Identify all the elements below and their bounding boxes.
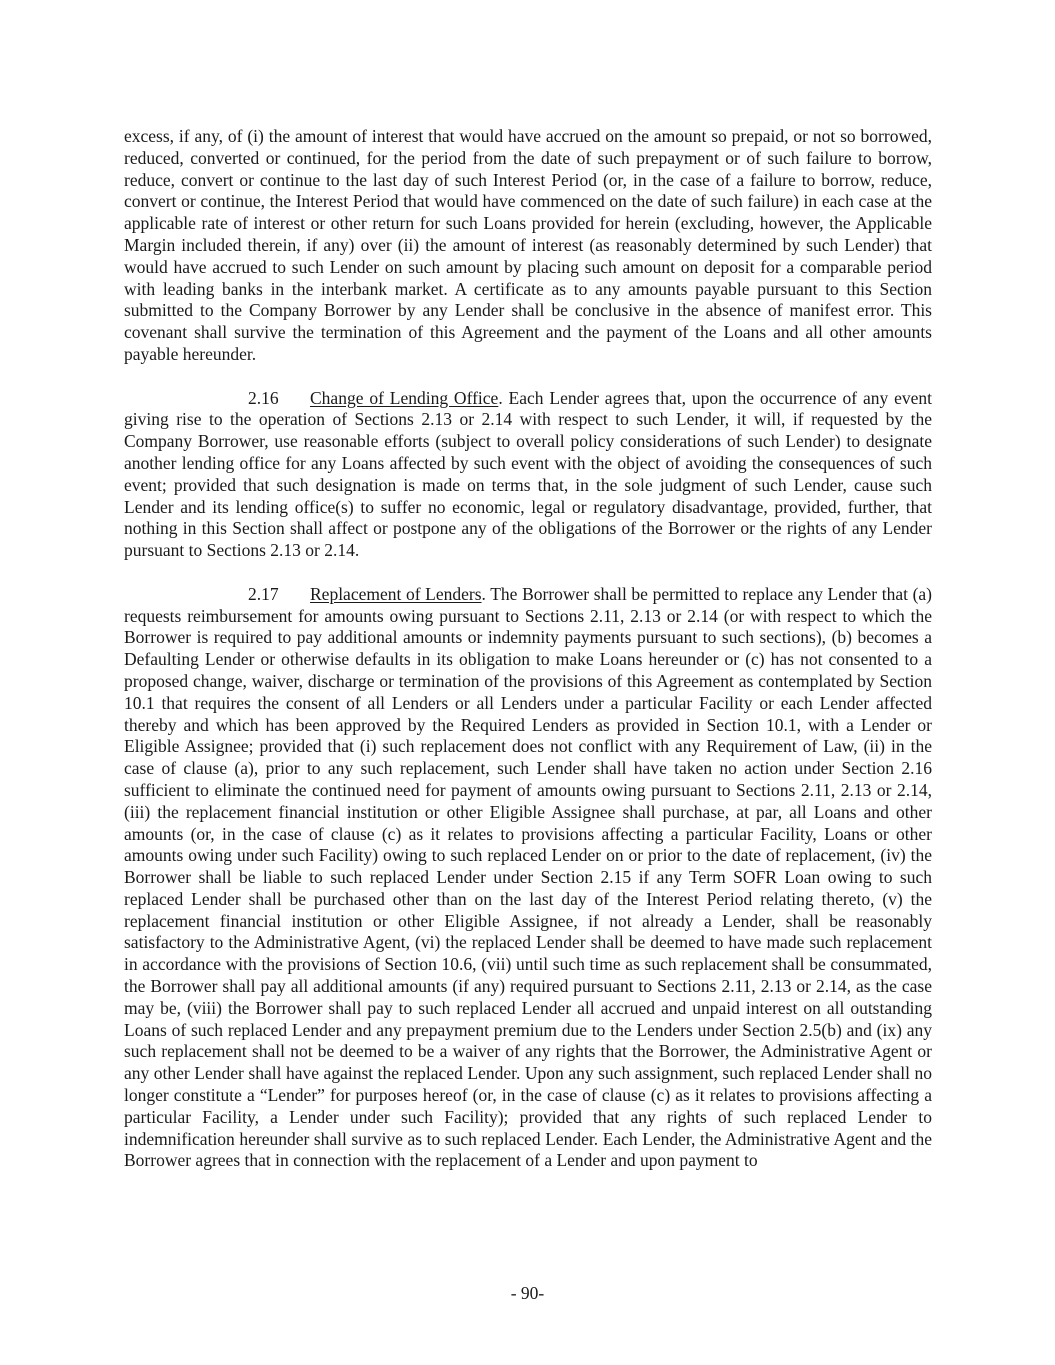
- page-number: - 90-: [510, 1283, 545, 1303]
- section-heading: Change of Lending Office: [310, 387, 499, 408]
- section-number: 2.17: [248, 583, 279, 604]
- section-2-16: [124, 388, 932, 562]
- section-heading: Replacement of Lenders: [310, 583, 482, 604]
- document-body: [124, 126, 932, 1194]
- continuation-paragraph: excess, if any, of (i) the amount of interest that would have accrued on the amount so prepaid, or not so borrowed, reduced, converted or continued, for the period from the date of such prepayment or of such failure to borrow, reduce, convert or continue to the last day of such Interest Period (or, in the case of a failure to borrow, reduce, convert or continue, the Interest Period that would have commenced on the date of such failure) in each case at the applicable rate of interest or other return for such Loans provided for herein (excluding, however, the Applicable Margin included therein, if any) over (ii) the amount of interest (as reasonably determined by such Lender) that would have accrued to such Lender on such amount by placing such amount on deposit for a comparable period with leading banks in the interbank market. A certificate as to any amounts payable pursuant to this Section submitted to the Company Borrower by any Lender shall be conclusive in the absence of manifest error. This covenant shall survive the termination of this Agreement and the payment of the Loans and all other amounts payable hereunder.: [124, 126, 932, 364]
- section-text: . Each Lender agrees that, upon the occurrence of any event giving rise to the operation of Sections 2.13 or 2.14 with respect to such Lender, it will, if requested by the Company Borrower, use reasonable efforts (subject to overall policy considerations of such Lender) to designate another lending office for any Loans affected by such event with the object of avoiding the consequences of such event; provided that such designation is made on terms that, in the sole judgment of such Lender, cause such Lender and its lending office(s) to suffer no economic, legal or regulatory disadvantage, provided, further, that nothing in this Section shall affect or postpone any of the obligations of the Borrower or the rights of any Lender pursuant to Sections 2.13 or 2.14.: [124, 387, 932, 561]
- section-number: 2.16: [248, 387, 279, 408]
- section-text: . The Borrower shall be permitted to replace any Lender that (a) requests reimbursement for amounts owing pursuant to Sections 2.11, 2.13 or 2.14 (or with respect to which the Borrower is required to pay additional amounts or indemnity payments pursuant to such sections), (b) becomes a Defaulting Lender or otherwise defaults in its obligation to make Loans hereunder or (c) has not consented to a proposed change, waiver, discharge or termination of the provisions of this Agreement as contemplated by Section 10.1 that requires the consent of all Lenders or all Lenders under a particular Facility or each Lender affected thereby and which has been approved by the Required Lenders as provided in Section 10.1, with a Lender or Eligible Assignee; provided that (i) such replacement does not conflict with any Requirement of Law, (ii) in the case of clause (a), prior to any such replacement, such Lender shall have taken no action under Section 2.16 sufficient to eliminate the continued need for payment of amounts owing pursuant to Sections 2.11, 2.13 or 2.14, (iii) the replacement financial institution or other Eligible Assignee shall purchase, at par, all Loans and other amounts (or, in the case of clause (c) as it relates to provisions affecting a particular Facility, Loans or other amounts owing under such Facility) owing to such replaced Lender on or prior to the date of replacement, (iv) the Borrower shall be liable to such replaced Lender under Section 2.15 if any Term SOFR Loan owing to such replaced Lender shall be purchased other than on the last day of the Interest Period relating thereto, (v) the replacement financial institution or other Eligible Assignee, if not already a Lender, shall be reasonably satisfactory to the Administrative Agent, (vi) the replaced Lender shall be deemed to have made such replacement in accordance with the provisions of Section 10.6, (vii) until such time as such replacement shall be consummated, the Borrower shall pay all additional amounts (if any) required pursuant to Sections 2.11, 2.13 or 2.14, as the case may be, (viii) the Borrower shall pay to such replaced Lender all accrued and unpaid interest on all outstanding Loans of such replaced Lender and any prepayment premium due to the Lenders under Section 2.5(b) and (ix) any such replacement shall not be deemed to be a waiver of any rights that the Borrower, the Administrative Agent or any other Lender shall have against the replaced Lender. Upon any such assignment, such replaced Lender shall no longer constitute a “Lender” for purposes hereof (or, in the case of clause (c) as it relates to provisions affecting a particular Facility, a Lender under such Facility); provided that any rights of such replaced Lender to indemnification hereunder shall survive as to such replaced Lender. Each Lender, the Administrative Agent and the Borrower agrees that in connection with the replacement of a Lender and upon payment to: [124, 583, 932, 1171]
- section-2-17: [124, 584, 932, 1173]
